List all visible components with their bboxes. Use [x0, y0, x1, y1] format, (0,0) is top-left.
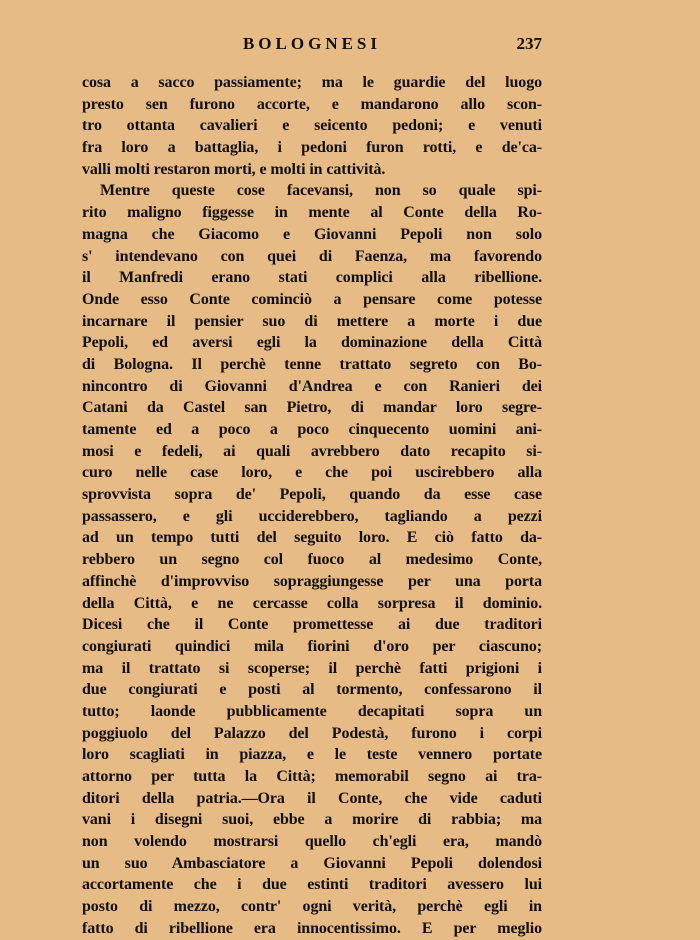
- text-line: cosa a sacco passiamente; ma le guardie del luogo: [82, 74, 542, 91]
- text-line: presto sen furono accorte, e mandarono allo scon-: [82, 95, 542, 113]
- text-line: due congiurati e posti al tormento, confessarono il: [82, 681, 542, 699]
- text-line: loro scagliati in piazza, e le teste vennero portate: [82, 746, 542, 764]
- text-line: di Bologna. Il perchè tenne trattato segreto con Bo-: [82, 355, 542, 373]
- text-line: un suo Ambasciatore a Giovanni Pepoli dolendosi: [82, 854, 542, 872]
- text-line: vani i disegni suoi, ebbe a morire di rabbia; ma: [82, 811, 542, 829]
- text-line: nincontro di Giovanni d'Andrea e con Ranieri dei: [82, 377, 542, 395]
- text-line: posto di mezzo, contr' ogni verità, perchè egli in: [82, 898, 542, 916]
- text-line: mosi e fedeli, ai quali avrebbero dato recapito si-: [82, 442, 542, 460]
- text-line: ditori della patria.—Ora il Conte, che vide caduti: [82, 789, 542, 807]
- page-number: 237: [516, 34, 542, 53]
- text-line: fatto di ribellione era innocentissimo. E per meglio: [82, 919, 542, 937]
- text-line: rebbero un segno col fuoco al medesimo Conte,: [82, 551, 542, 569]
- text-line: Pepoli, ed aversi egli la dominazione della Città: [82, 334, 542, 352]
- text-line: ad un tempo tutti del seguito loro. E ciò fatto da-: [82, 529, 542, 547]
- text-line: passassero, e gli ucciderebbero, tagliando a pezzi: [82, 507, 542, 525]
- text-line: sprovvista sopra de' Pepoli, quando da esse case: [82, 486, 542, 504]
- text-line: Catani da Castel san Pietro, di mandar loro segre-: [82, 399, 542, 417]
- text-line: accortamente che i due estinti traditori avessero lui: [82, 876, 542, 894]
- running-header: [82, 34, 542, 58]
- text-line: curo nelle case loro, e che poi uscirebbero alla: [82, 464, 542, 482]
- text-line: della Città, e ne cercasse colla sorpresa il dominio.: [82, 594, 542, 612]
- text-line: tutto; laonde pubblicamente decapitati sopra un: [82, 702, 542, 720]
- text-line: fra loro a battaglia, i pedoni furon rotti, e de'ca-: [82, 139, 542, 157]
- text-line: poggiuolo del Palazzo del Podestà, furono i corpi: [82, 724, 542, 742]
- text-line: valli molti restaron morti, e molti in cattività.: [82, 160, 386, 178]
- text-line: affinchè d'improvviso sopraggiungesse per una porta: [82, 572, 542, 590]
- text-line: congiurati quindici mila fiorini d'oro per ciascuno;: [82, 637, 542, 655]
- text-line: non volendo mostrarsi quello ch'egli era, mandò: [82, 833, 542, 851]
- text-line: Dicesi che il Conte promettesse ai due traditori: [82, 616, 542, 634]
- running-title: BOLOGNESI: [242, 34, 382, 53]
- text-line: attorno per tutta la Città; memorabil segno ai tra-: [82, 768, 542, 785]
- text-line: magna che Giacomo e Giovanni Pepoli non solo: [82, 225, 542, 243]
- body-text: [82, 72, 542, 940]
- text-line: Onde esso Conte cominciò a pensare come potesse: [82, 290, 542, 308]
- text-line: tamente ed a poco a poco cinquecento uomini ani-: [82, 421, 542, 438]
- text-line: tro ottanta cavalieri e seicento pedoni; e venuti: [82, 117, 542, 135]
- text-line: s' intendevano con quei di Faenza, ma favorendo: [82, 247, 542, 265]
- text-line: rito maligno figgesse in mente al Conte della Ro-: [82, 204, 542, 222]
- text-line: incarnare il pensier suo di mettere a morte i due: [82, 312, 542, 330]
- text-line: ma il trattato si scoperse; il perchè fatti prigioni i: [82, 659, 542, 677]
- text-line: Mentre queste cose facevansi, non so quale spi-: [100, 182, 542, 200]
- text-line: il Manfredi erano stati complici alla ribellione.: [82, 269, 542, 287]
